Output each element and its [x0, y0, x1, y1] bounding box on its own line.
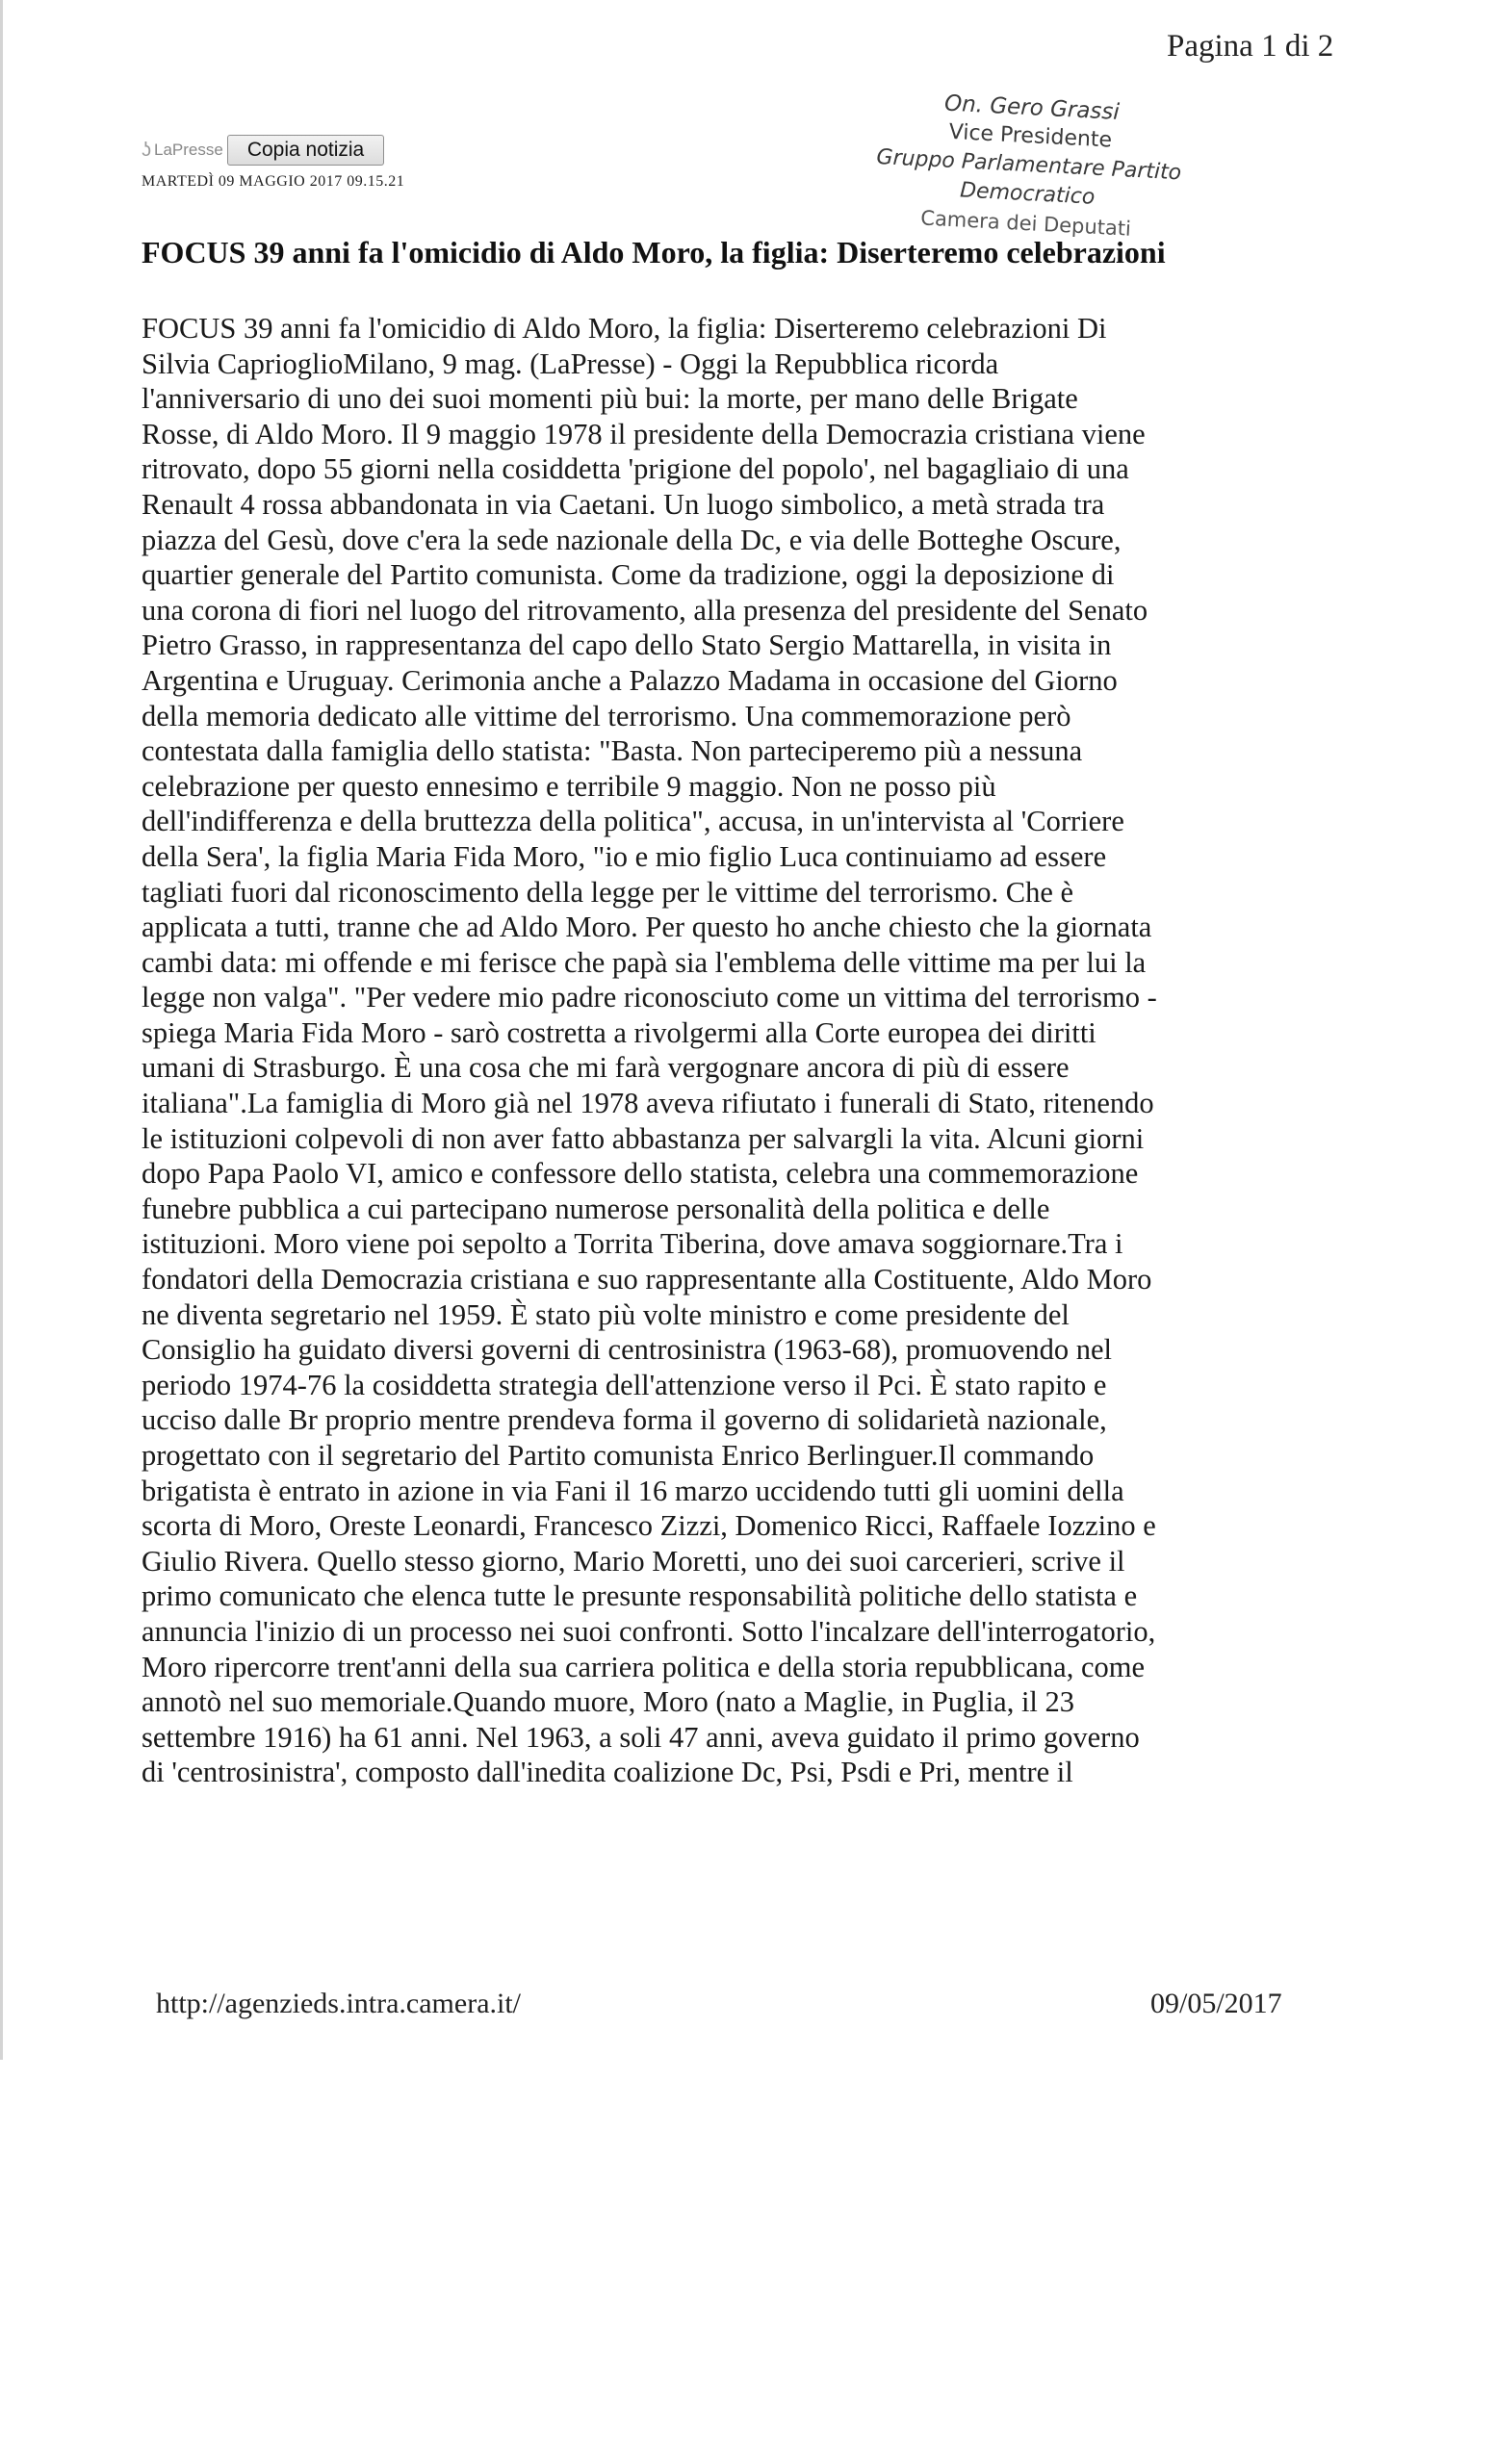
agency-logo — [142, 140, 223, 162]
article-line: periodo 1974-76 la cosiddetta strategia dell'attenzione verso il Pci. È stato rapito e — [142, 1368, 1107, 1401]
article-line: FOCUS 39 anni fa l'omicidio di Aldo Moro, la figlia: Diserteremo celebrazioni Di — [142, 312, 1107, 345]
stamp-name: On. Gero Grassi — [943, 90, 1121, 125]
article-body — [142, 311, 1362, 1790]
article-line: tagliati fuori dal riconoscimento della legge per le vittime del terrorismo. Che è — [142, 875, 1074, 909]
footer-url[interactable]: http://agenzieds.intra.camera.it/ — [156, 1988, 522, 2019]
article-line: scorta di Moro, Oreste Leonardi, Francesco Zizzi, Domenico Ricci, Raffaele Iozzino e — [142, 1509, 1156, 1543]
article-line: della Sera', la figlia Maria Fida Moro, "io e mio figlio Luca continuiamo ad essere — [142, 839, 1107, 873]
article-line: una corona di fiori nel luogo del ritrovamento, alla presenza del presidente del Senato — [142, 593, 1148, 627]
article-line: ucciso dalle Br proprio mentre prendeva forma il governo di solidarietà nazionale, — [142, 1403, 1107, 1437]
stamp-chamber: Camera dei Deputati — [919, 206, 1132, 241]
article-line: dopo Papa Paolo VI, amico e confessore dello statista, celebra una commemorazione — [142, 1157, 1139, 1191]
article-line: quartier generale del Partito comunista. Come da tradizione, oggi la deposizione di — [142, 558, 1115, 592]
article-line: primo comunicato che elenca tutte le presunte responsabilità politiche dello statista e — [142, 1579, 1138, 1613]
article-line: Rosse, di Aldo Moro. Il 9 maggio 1978 il presidente della Democrazia cristiana viene — [142, 417, 1146, 450]
lapresse-logo-icon: ʖ — [142, 139, 151, 161]
copy-news-button[interactable]: Copia notizia — [227, 135, 384, 166]
article-line: Pietro Grasso, in rappresentanza del capo dello Stato Sergio Mattarella, in visita in — [142, 629, 1112, 662]
article-line: Argentina e Uruguay. Cerimonia anche a Palazzo Madama in occasione del Giorno — [142, 663, 1118, 697]
parliament-stamp — [818, 83, 1239, 248]
agency-toolbar — [142, 135, 384, 166]
article-line: ne diventa segretario nel 1959. È stato più volte ministro e come presidente del — [142, 1297, 1070, 1331]
article-line: settembre 1916) ha 61 anni. Nel 1963, a soli 47 anni, aveva guidato il primo governo — [142, 1720, 1140, 1754]
article-title: FOCUS 39 anni fa l'omicidio di Aldo Moro, la figlia: Diserteremo celebrazioni — [142, 235, 1166, 270]
article-line: spiega Maria Fida Moro - sarò costretta a rivolgermi alla Corte europea dei diritti — [142, 1015, 1096, 1049]
article-line: le istituzioni colpevoli di non aver fatto abbastanza per salvargli la vita. Alcuni giorni — [142, 1121, 1145, 1155]
agency-logo-text: LaPresse — [154, 141, 223, 159]
stamp-group: Gruppo Parlamentare Partito Democratico — [875, 144, 1182, 210]
article-line: applicata a tutti, tranne che ad Aldo Moro. Per questo ho anche chiesto che la giornata — [142, 911, 1152, 944]
article-line: annuncia l'inizio di un processo nei suoi confronti. Sotto l'incalzare dell'interrogatorio, — [142, 1614, 1156, 1648]
article-line: umani di Strasburgo. È una cosa che mi farà vergognare ancora di più di essere — [142, 1051, 1070, 1085]
article-line: Silvia CaprioglioMilano, 9 mag. (LaPresse) - Oggi la Repubblica ricorda — [142, 346, 999, 380]
article-line: celebrazione per questo ennesimo e terribile 9 maggio. Non ne posso più — [142, 769, 996, 803]
article-line: annotò nel suo memoriale.Quando muore, Moro (nato a Maglie, in Puglia, il 23 — [142, 1685, 1075, 1719]
article-line: contestata dalla famiglia dello statista: "Basta. Non parteciperemo più a nessuna — [142, 734, 1083, 768]
article-line: di 'centrosinistra', composto dall'inedita coalizione Dc, Psi, Psdi e Pri, mentre il — [142, 1756, 1073, 1789]
article-line: Renault 4 rossa abbandonata in via Caetani. Un luogo simbolico, a metà strada tra — [142, 487, 1105, 521]
scan-edge — [0, 0, 3, 2060]
article-line: fondatori della Democrazia cristiana e suo rappresentante alla Costituente, Aldo Moro — [142, 1263, 1152, 1296]
page-number: Pagina 1 di 2 — [1167, 29, 1334, 64]
stamp-role: Vice Presidente — [948, 119, 1113, 153]
dateline: MARTEDÌ 09 MAGGIO 2017 09.15.21 — [142, 173, 405, 190]
article-line: Moro ripercorre trent'anni della sua carriera politica e della storia repubblicana, come — [142, 1650, 1146, 1683]
article-line: cambi data: mi offende e mi ferisce che papà sia l'emblema delle vittime ma per lui la — [142, 945, 1147, 979]
article-line: Giulio Rivera. Quello stesso giorno, Mario Moretti, uno dei suoi carcerieri, scrive il — [142, 1544, 1125, 1578]
footer-date: 09/05/2017 — [1150, 1988, 1282, 2019]
article-line: istituzioni. Moro viene poi sepolto a Torrita Tiberina, dove amava soggiornare.Tra i — [142, 1227, 1123, 1261]
article-line: dell'indifferenza e della bruttezza della politica", accusa, in un'intervista al 'Corriere — [142, 805, 1124, 838]
article-line: della memoria dedicato alle vittime del terrorismo. Una commemorazione però — [142, 699, 1071, 732]
article-line: brigatista è entrato in azione in via Fani il 16 marzo uccidendo tutti gli uomini della — [142, 1474, 1124, 1507]
article-line: ritrovato, dopo 55 giorni nella cosiddetta 'prigione del popolo', nel bagagliaio di una — [142, 452, 1129, 486]
article-line: funebre pubblica a cui partecipano numerose personalità della politica e delle — [142, 1192, 1050, 1225]
article-line: Consiglio ha guidato diversi governi di centrosinistra (1963-68), promuovendo nel — [142, 1333, 1113, 1367]
article-line: italiana".La famiglia di Moro già nel 1978 aveva rifiutato i funerali di Stato, ritenendo — [142, 1087, 1154, 1120]
article-line: l'anniversario di uno dei suoi momenti più bui: la morte, per mano delle Brigate — [142, 382, 1078, 416]
article-line: progettato con il segretario del Partito comunista Enrico Berlinguer.Il commando — [142, 1439, 1095, 1472]
article-line: piazza del Gesù, dove c'era la sede nazionale della Dc, e via delle Botteghe Oscure, — [142, 523, 1122, 556]
article-line: legge non valga". "Per vedere mio padre riconosciuto come un vittima del terrorismo - — [142, 981, 1157, 1014]
